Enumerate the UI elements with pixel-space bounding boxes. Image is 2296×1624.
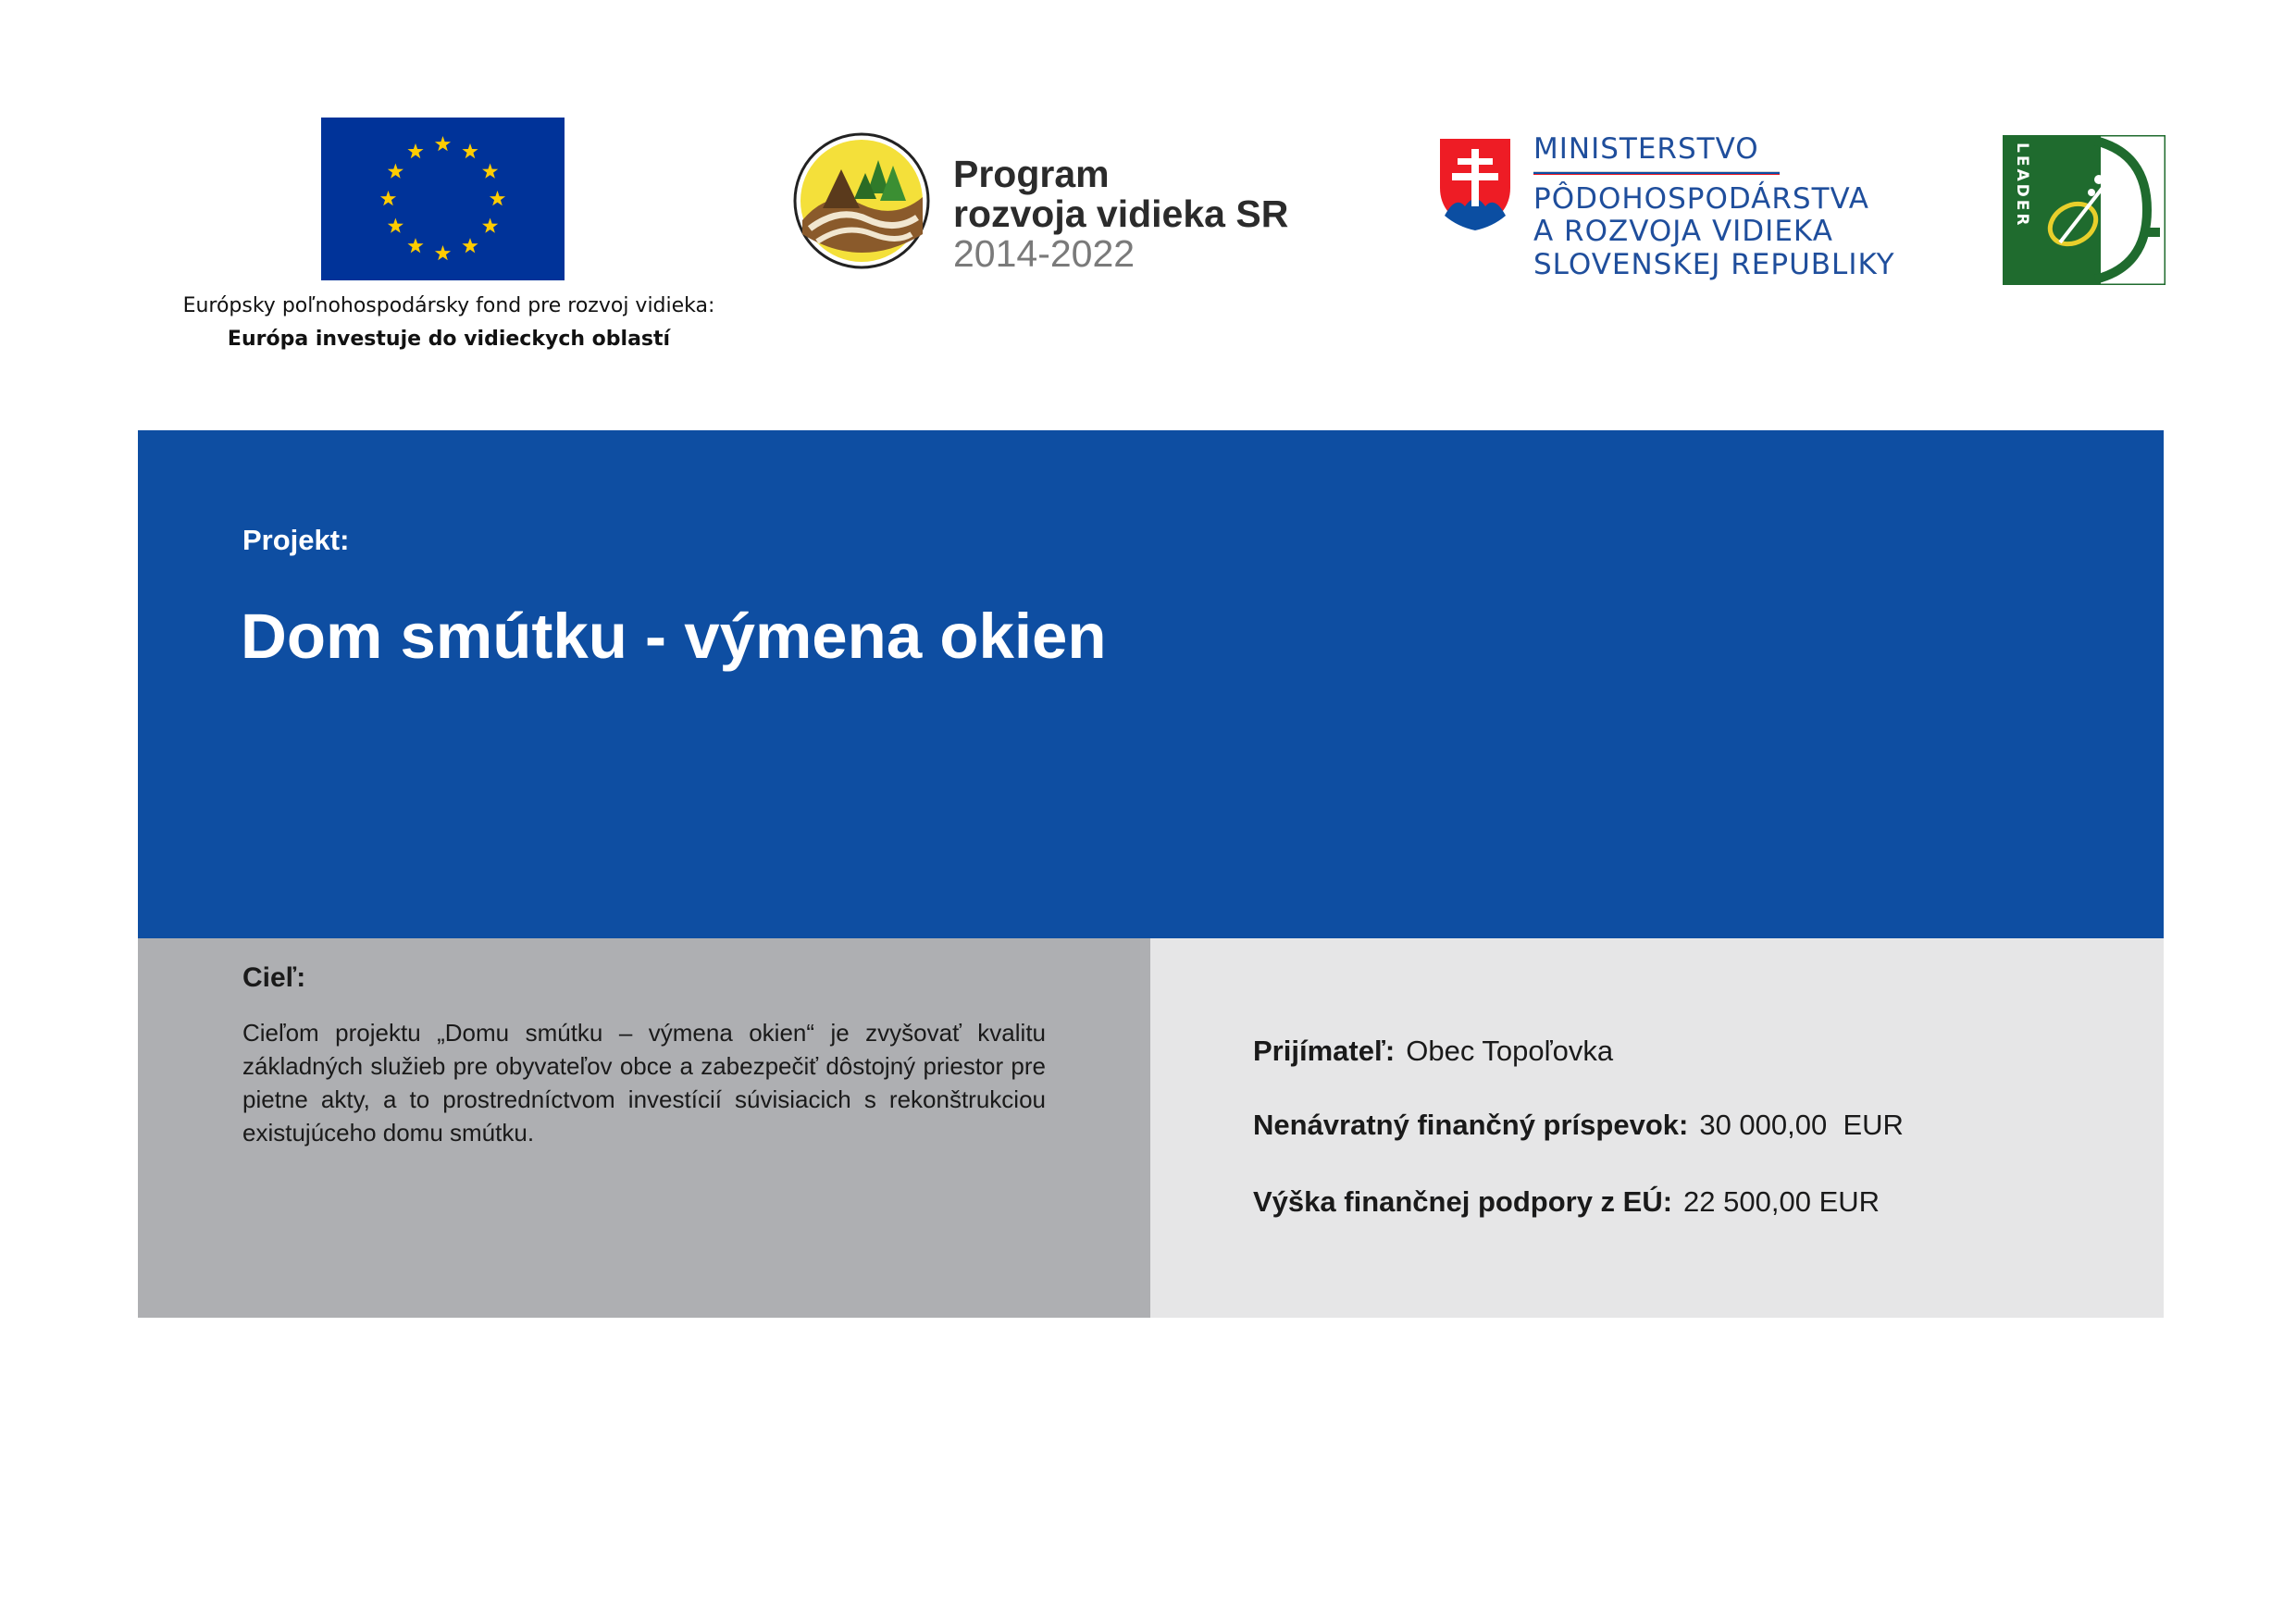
recipient-value: Obec Topoľovka <box>1406 1035 1614 1067</box>
rural-program-title-line-1: Program <box>953 153 1110 195</box>
rural-program-logo <box>793 132 930 269</box>
grant-label: Nenávratný finančný príspevok: <box>1253 1109 1689 1141</box>
grant-row <box>1253 1109 1904 1142</box>
recipient-row <box>1253 1035 1613 1068</box>
project-title: Dom smútku - výmena okien <box>241 601 1107 672</box>
goal-description: Cieľom projektu „Domu smútku – výmena okien“ je zvyšovať kvalitu základných služieb pre obyvateľov obce a zabezpečiť dôstojný priestor pre pietne akty, a to prostredníctvom investícií súvisiacich s rekonštrukciou existujúceho domu smútku. <box>242 1019 1046 1147</box>
ministry-name-line-3: A ROZVOJA VIDIEKA <box>1533 215 1833 248</box>
ministry-name-line-1: MINISTERSTVO <box>1533 132 1759 166</box>
rural-program-years: 2014-2022 <box>953 232 1136 275</box>
slovak-coat-of-arms-icon <box>1437 136 1513 232</box>
eu-slogan: Európa investuje do vidieckych oblastí <box>227 328 671 351</box>
eu-support-label: Výška finančnej podpory z EÚ: <box>1253 1185 1673 1218</box>
ministry-name-line-4: SLOVENSKEJ REPUBLIKY <box>1533 248 1895 281</box>
recipient-label: Prijímateľ: <box>1253 1035 1396 1067</box>
project-label: Projekt: <box>242 524 350 556</box>
rural-program-title-line-2: rozvoja vidieka SR <box>953 192 1289 235</box>
eu-support-value: 22 500,00 EUR <box>1683 1185 1880 1218</box>
leader-logo <box>2003 135 2166 285</box>
svg-text:LEADER: LEADER <box>2013 143 2031 229</box>
ministry-tricolor-rule <box>1533 171 1780 175</box>
eu-flag-logo <box>321 118 565 280</box>
eu-fund-caption: Európsky poľnohospodársky fond pre rozvoj vidieka: <box>182 294 715 317</box>
project-banner <box>138 430 2164 938</box>
goal-heading: Cieľ: <box>242 962 306 993</box>
eu-support-row <box>1253 1185 1880 1219</box>
grant-value: 30 000,00 EUR <box>1699 1109 1904 1141</box>
ministry-name-line-2: PÔDOHOSPODÁRSTVA <box>1533 182 1869 216</box>
